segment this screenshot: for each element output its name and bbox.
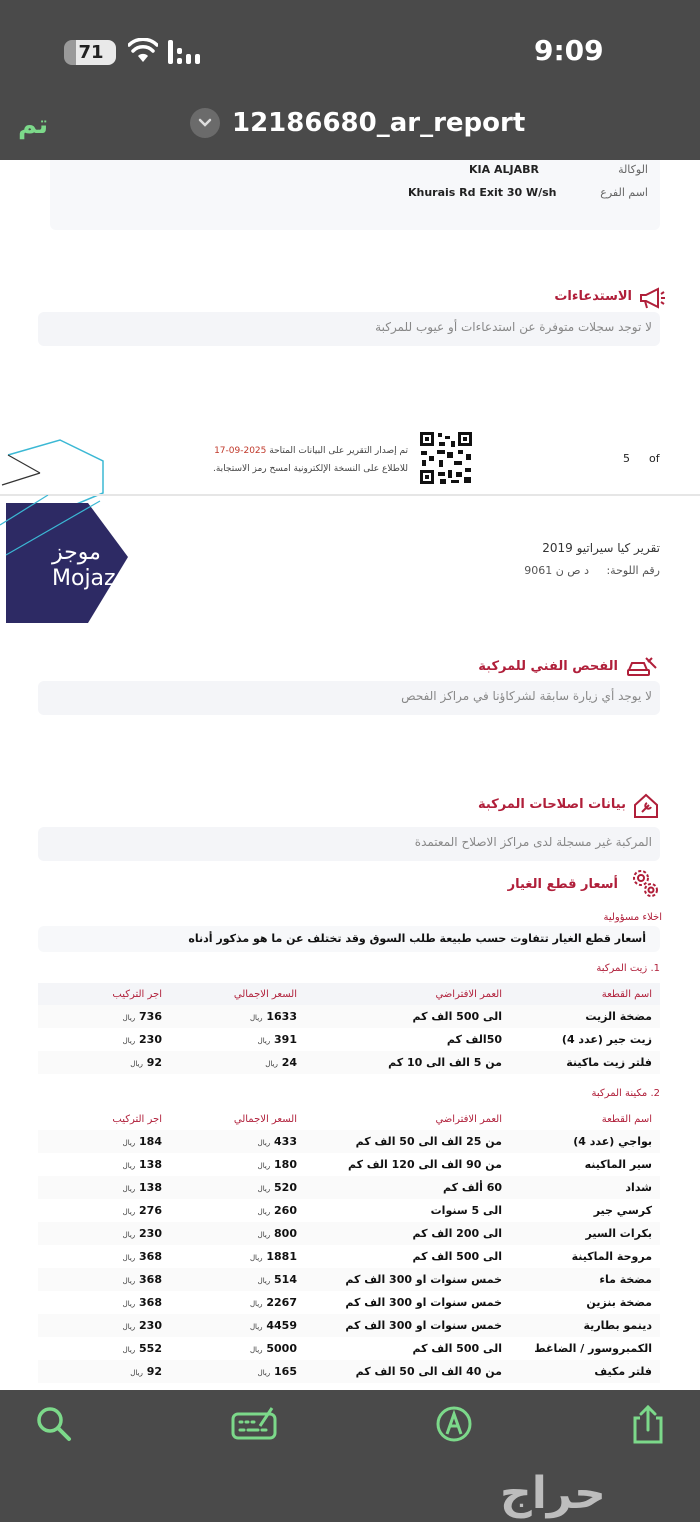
page-of-label: of xyxy=(649,452,660,465)
part-name: دينمو بطارية xyxy=(510,1314,660,1337)
table-header-row xyxy=(38,1108,660,1130)
table-row xyxy=(38,1176,660,1199)
currency-label: ريال xyxy=(122,1323,136,1331)
done-button[interactable]: تم xyxy=(18,110,49,140)
price-value: 4459 xyxy=(266,1319,297,1332)
price-value: 138 xyxy=(139,1158,162,1171)
total-price xyxy=(170,1245,305,1268)
issued-text: تم إصدار التقرير على البيانات المتاحة xyxy=(269,446,408,456)
table-row xyxy=(38,1360,660,1383)
lifespan: الى 200 الف كم xyxy=(305,1222,510,1245)
install-fee xyxy=(38,1199,170,1222)
currency-label: ريال xyxy=(257,1369,271,1377)
clock: 9:09 xyxy=(534,34,604,67)
currency-label: ريال xyxy=(257,1231,271,1239)
currency-label: ريال xyxy=(257,1037,271,1045)
table-row xyxy=(38,1005,660,1028)
recalls-text: لا توجد سجلات متوفرة عن استدعاءات أو عيوب للمركبة xyxy=(375,320,652,334)
gears-icon xyxy=(630,866,660,898)
table-row xyxy=(38,1291,660,1314)
inspection-title: الفحص الفني للمركبة xyxy=(478,659,618,674)
page-number: 5 xyxy=(623,452,630,465)
price-value: 230 xyxy=(139,1319,162,1332)
currency-label: ريال xyxy=(257,1162,271,1170)
total-price xyxy=(170,1199,305,1222)
lifespan: من 5 الف الى 10 كم xyxy=(305,1051,510,1074)
price-value: 230 xyxy=(139,1033,162,1046)
lifespan: من 25 الف الى 50 الف كم xyxy=(305,1130,510,1153)
document-title: 12186680_ar_report xyxy=(232,108,526,138)
plate-label: رقم اللوحة: xyxy=(606,564,660,577)
mojaz-logo-arabic: موجز xyxy=(52,540,101,565)
column-header: السعر الاجمالي xyxy=(170,1108,305,1130)
part-name: بواجي (عدد 4) xyxy=(510,1130,660,1153)
share-icon[interactable] xyxy=(630,1404,666,1444)
price-value: 391 xyxy=(274,1033,297,1046)
currency-label: ريال xyxy=(122,1277,136,1285)
plate-value: د ص ن 9061 xyxy=(524,564,589,577)
agency-label: الوكالة xyxy=(618,163,648,176)
lifespan: خمس سنوات او 300 الف كم xyxy=(345,1296,502,1309)
price-value: 1633 xyxy=(266,1010,297,1023)
currency-label: ريال xyxy=(257,1208,271,1216)
table-header-row xyxy=(38,983,660,1005)
part-name: سير الماكينه xyxy=(584,1158,652,1171)
report-issued-text xyxy=(214,446,408,456)
repairs-text: المركبة غير مسجلة لدى مراكز الاصلاح المعتمدة xyxy=(414,835,652,849)
part-name: بكرات السير xyxy=(510,1222,660,1245)
part-name: مضخة ماء xyxy=(510,1268,660,1291)
agency-card xyxy=(50,160,660,230)
keyboard-edit-icon[interactable] xyxy=(230,1404,278,1444)
total-price xyxy=(170,1291,305,1314)
currency-label: ريال xyxy=(130,1060,143,1068)
oil-parts-table xyxy=(38,983,660,1074)
disclaimer-text: أسعار قطع الغيار تتفاوت حسب طبيعة طلب السوق وقد تختلف عن ما هو مذكور أدناه xyxy=(188,932,646,945)
currency-label: ريال xyxy=(122,1185,136,1193)
install-fee xyxy=(38,1291,170,1314)
table-row xyxy=(38,1199,660,1222)
price-value: 368 xyxy=(139,1273,162,1286)
price-value: 5000 xyxy=(266,1342,297,1355)
report-title: تقرير كيا سيراتيو 2019 xyxy=(542,541,660,555)
lifespan: خمس سنوات او 300 الف كم xyxy=(305,1314,510,1337)
lifespan: 60 ألف كم xyxy=(305,1176,510,1199)
currency-label: ريال xyxy=(249,1014,263,1022)
lifespan: 50الف كم xyxy=(446,1033,502,1046)
part-name: زيت جير (عدد 4) xyxy=(561,1033,652,1046)
total-price xyxy=(170,1130,305,1153)
price-value: 520 xyxy=(274,1181,297,1194)
document-title-menu[interactable] xyxy=(190,108,525,138)
install-fee xyxy=(38,1051,170,1074)
currency-label: ريال xyxy=(257,1185,271,1193)
inspection-text: لا يوجد أي زيارة سابقة لشركاؤنا في مراكز الفحص xyxy=(401,689,652,703)
table-row xyxy=(38,1153,660,1176)
bottom-toolbar xyxy=(0,1390,700,1522)
wifi-icon xyxy=(128,38,158,64)
currency-label: ريال xyxy=(122,1254,136,1262)
currency-label: ريال xyxy=(257,1139,271,1147)
currency-label: ريال xyxy=(122,1139,136,1147)
total-price xyxy=(170,1337,305,1360)
part-name: فلتر زيت ماكينة xyxy=(510,1051,660,1074)
part-name: الكمبروسور / الضاغط xyxy=(534,1342,652,1355)
issued-date: 2025-09-17 xyxy=(214,446,267,456)
navigation-bar xyxy=(0,100,700,160)
price-value: 368 xyxy=(139,1296,162,1309)
megaphone-icon xyxy=(638,286,666,310)
part-name: مضخة الزيت xyxy=(510,1005,660,1028)
currency-label: ريال xyxy=(122,1231,136,1239)
table-row xyxy=(38,1268,660,1291)
price-value: 184 xyxy=(139,1135,162,1148)
currency-label: ريال xyxy=(122,1346,136,1354)
column-header: السعر الاجمالي xyxy=(170,983,305,1005)
install-fee xyxy=(38,1153,170,1176)
mojaz-logo-english: Mojaz xyxy=(52,566,116,591)
pdf-document[interactable] xyxy=(0,160,700,1390)
total-price xyxy=(170,1222,305,1245)
column-header: اجر التركيب xyxy=(38,983,170,1005)
column-header: العمر الافتراضي xyxy=(305,983,510,1005)
lifespan: من 90 الف الى 120 الف كم xyxy=(347,1158,502,1171)
column-header: اسم القطعة xyxy=(510,983,660,1005)
part-name: شداد xyxy=(510,1176,660,1199)
column-header: اجر التركيب xyxy=(38,1108,170,1130)
car-inspection-icon xyxy=(626,654,658,678)
lifespan: الى 500 الف كم xyxy=(412,1250,502,1263)
price-value: 92 xyxy=(146,1056,162,1069)
plate-row xyxy=(524,564,660,577)
price-value: 800 xyxy=(274,1227,297,1240)
part-name: مروحة الماكينة xyxy=(571,1250,652,1263)
lifespan: الى 500 الف كم xyxy=(305,1005,510,1028)
price-value: 260 xyxy=(274,1204,297,1217)
currency-label: ريال xyxy=(249,1323,263,1331)
branch-value: Khurais Rd Exit 30 W/sh xyxy=(408,186,557,199)
currency-label: ريال xyxy=(122,1208,136,1216)
section-title-oil: 1. زيت المركبة xyxy=(596,963,660,974)
part-name: فلتر مكيف xyxy=(510,1360,660,1383)
cellular-signal-icon xyxy=(168,40,206,64)
engine-parts-table xyxy=(38,1108,660,1383)
currency-label: ريال xyxy=(130,1369,143,1377)
total-price xyxy=(170,1360,305,1383)
house-wrench-icon xyxy=(632,792,660,820)
lifespan: من 40 الف الى 50 الف كم xyxy=(305,1360,510,1383)
total-price xyxy=(170,1314,305,1337)
currency-label: ريال xyxy=(122,1162,136,1170)
currency-label: ريال xyxy=(122,1014,136,1022)
lifespan: الى 500 الف كم xyxy=(412,1342,502,1355)
table-row xyxy=(38,1130,660,1153)
disclaimer-label: اخلاء مسؤولية xyxy=(603,912,662,923)
install-fee xyxy=(38,1005,170,1028)
price-value: 92 xyxy=(146,1365,162,1378)
qr-code xyxy=(418,430,474,486)
install-fee xyxy=(38,1176,170,1199)
price-value: 276 xyxy=(139,1204,162,1217)
install-fee xyxy=(38,1028,170,1051)
install-fee xyxy=(38,1314,170,1337)
currency-label: ريال xyxy=(249,1254,263,1262)
price-value: 1881 xyxy=(266,1250,297,1263)
table-row xyxy=(38,1051,660,1074)
search-icon[interactable] xyxy=(34,1404,74,1444)
part-name: كرسي جير xyxy=(593,1204,652,1217)
price-value: 24 xyxy=(281,1056,297,1069)
price-value: 552 xyxy=(139,1342,162,1355)
total-price xyxy=(170,1176,305,1199)
price-value: 433 xyxy=(274,1135,297,1148)
currency-label: ريال xyxy=(249,1346,263,1354)
currency-label: ريال xyxy=(122,1037,136,1045)
lifespan: الى 5 سنوات xyxy=(430,1204,502,1217)
price-value: 138 xyxy=(139,1181,162,1194)
price-value: 2267 xyxy=(266,1296,297,1309)
price-value: 736 xyxy=(139,1010,162,1023)
price-value: 180 xyxy=(274,1158,297,1171)
battery-indicator: 71 xyxy=(66,40,116,65)
price-value: 230 xyxy=(139,1227,162,1240)
price-value: 368 xyxy=(139,1250,162,1263)
lifespan: خمس سنوات او 300 الف كم xyxy=(305,1268,510,1291)
part-name: مضخة بنزين xyxy=(586,1296,652,1309)
column-header: اسم القطعة xyxy=(510,1108,660,1130)
total-price xyxy=(170,1005,305,1028)
table-row xyxy=(38,1337,660,1360)
section-title-engine: 2. مكينة المركبة xyxy=(591,1088,660,1099)
agency-value: KIA ALJABR xyxy=(469,163,539,176)
chevron-down-icon[interactable] xyxy=(190,108,220,138)
table-row xyxy=(38,1314,660,1337)
branch-label: اسم الفرع xyxy=(600,186,648,199)
install-fee xyxy=(38,1337,170,1360)
prices-title: أسعار قطع الغيار xyxy=(507,877,618,892)
table-row xyxy=(38,1222,660,1245)
total-price xyxy=(170,1028,305,1051)
install-fee xyxy=(38,1245,170,1268)
total-price xyxy=(170,1268,305,1291)
status-bar xyxy=(0,0,700,100)
markup-pen-icon[interactable] xyxy=(434,1404,474,1444)
install-fee xyxy=(38,1360,170,1383)
table-row xyxy=(38,1028,660,1051)
total-price xyxy=(170,1051,305,1074)
currency-label: ريال xyxy=(122,1300,136,1308)
currency-label: ريال xyxy=(257,1277,271,1285)
total-price xyxy=(170,1153,305,1176)
watermark-logo: حراج xyxy=(500,1468,606,1519)
table-row xyxy=(38,1245,660,1268)
price-value: 165 xyxy=(274,1365,297,1378)
currency-label: ريال xyxy=(249,1300,263,1308)
install-fee xyxy=(38,1130,170,1153)
recalls-title: الاستدعاءات xyxy=(554,289,632,304)
install-fee xyxy=(38,1222,170,1245)
currency-label: ريال xyxy=(265,1060,278,1068)
column-header: العمر الافتراضي xyxy=(305,1108,510,1130)
repairs-title: بيانات اصلاحات المركبة xyxy=(477,797,626,812)
price-value: 514 xyxy=(274,1273,297,1286)
scan-instruction-text: للاطلاع على النسخة الإلكترونية امسح رمز الاستجابة. xyxy=(213,464,408,474)
install-fee xyxy=(38,1268,170,1291)
